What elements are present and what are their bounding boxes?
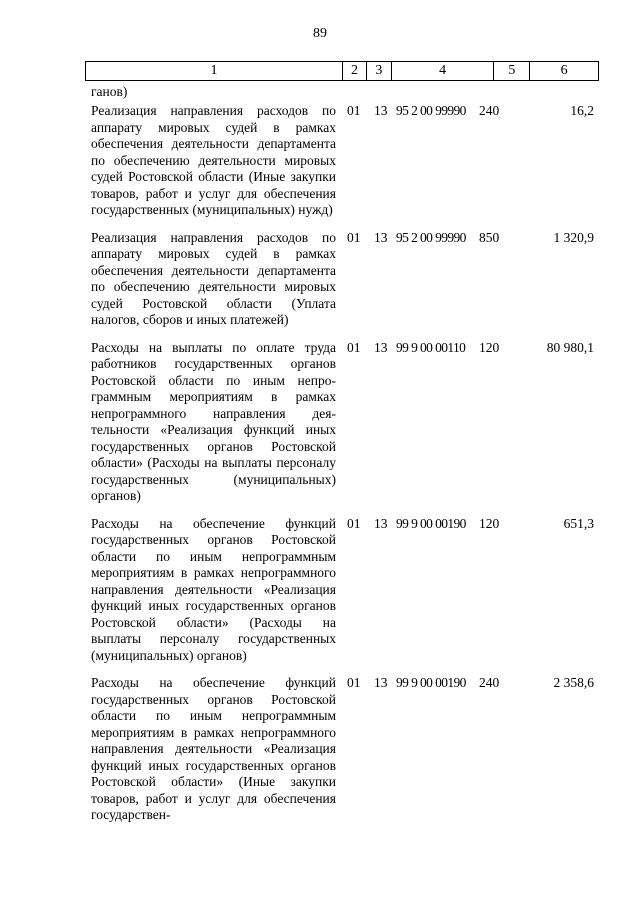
row-section: 01 [347, 675, 361, 690]
table-row [0, 340, 640, 505]
row-description: Реализация направления расходов по аппарату мировых судей в рамках обеспечения деятельности департамента по обеспечению деятельности мировых судей Ростовской области (Иные закупки товаров, работ и услуг для обеспечения государственных (муниципальных) нужд) [91, 103, 336, 217]
row-subsection: 13 [374, 339, 388, 355]
table-row [0, 516, 640, 665]
row-section: 01 [347, 515, 361, 531]
row-description: Расходы на обеспечение функций государственных органов Ростовской области по иным непрограммным мероприятиям в рамках непрограммного направления деятельности «Реализация функций иных государственных органов Ростовской области» (Иные закупки товаров, работ и услуг для обеспечения государствен- [91, 675, 336, 822]
row-amount: 16,2 [570, 103, 594, 118]
row-expense-type: 850 [479, 229, 500, 245]
continuation-text: ганов) [91, 84, 128, 99]
table-header [85, 61, 599, 81]
row-description: Расходы на обеспечение функций государственных органов Ростовской области по иным непрограммным мероприятиям в рамках непрограммного направления деятельности «Реализация функций иных государственных органов Ростовской области» (Расходы на выплаты персоналу государственных (муниципальных) органов) [91, 515, 336, 663]
row-section: 01 [347, 103, 361, 118]
row-expense-type: 240 [479, 103, 500, 118]
table-row [0, 230, 640, 329]
row-amount: 80 980,1 [546, 339, 594, 355]
row-description: Расходы на выплаты по оплате труда работников государственных органов Ростовской области по иным непрограммным мероприятиям в рамках непрограммного направления деятельности «Реализация функций иных государственных органов Ростовской области» (Расходы на выплаты персоналу государственных (муниципальных) органов) [91, 339, 336, 503]
row-amount: 1 320,9 [553, 229, 594, 245]
table-body [0, 103, 640, 835]
table-row [0, 103, 640, 219]
page-number: 89 [313, 26, 327, 41]
row-section: 01 [347, 229, 361, 245]
row-description: Реализация направления расходов по аппарату мировых судей в рамках обеспечения деятельности департамента по обеспечению деятельности мировых судей Ростовской области (Уплата налогов, сборов и иных платежей) [91, 229, 336, 327]
header-col-1: 1 [210, 63, 218, 78]
header-col-5: 5 [493, 62, 529, 80]
header-col-4: 4 [391, 62, 494, 80]
row-expense-type: 120 [479, 339, 500, 355]
header-col-6: 6 [529, 62, 598, 80]
header-col-3: 3 [366, 62, 391, 80]
row-target-code: 95 2 00 99990 [396, 229, 466, 245]
row-expense-type: 120 [479, 515, 500, 531]
header-col-2: 2 [342, 62, 366, 80]
row-expense-type: 240 [479, 675, 500, 690]
row-subsection: 13 [374, 229, 388, 245]
row-subsection: 13 [374, 103, 388, 118]
row-amount: 2 358,6 [553, 675, 594, 690]
row-amount: 651,3 [563, 515, 594, 531]
table-row [0, 675, 640, 824]
row-subsection: 13 [374, 515, 388, 531]
row-target-code: 99 9 00 00190 [396, 515, 466, 531]
row-target-code: 99 9 00 00110 [396, 339, 466, 355]
row-subsection: 13 [374, 675, 388, 690]
row-target-code: 95 2 00 99990 [396, 103, 466, 118]
row-section: 01 [347, 339, 361, 355]
row-target-code: 99 9 00 00190 [396, 675, 466, 690]
